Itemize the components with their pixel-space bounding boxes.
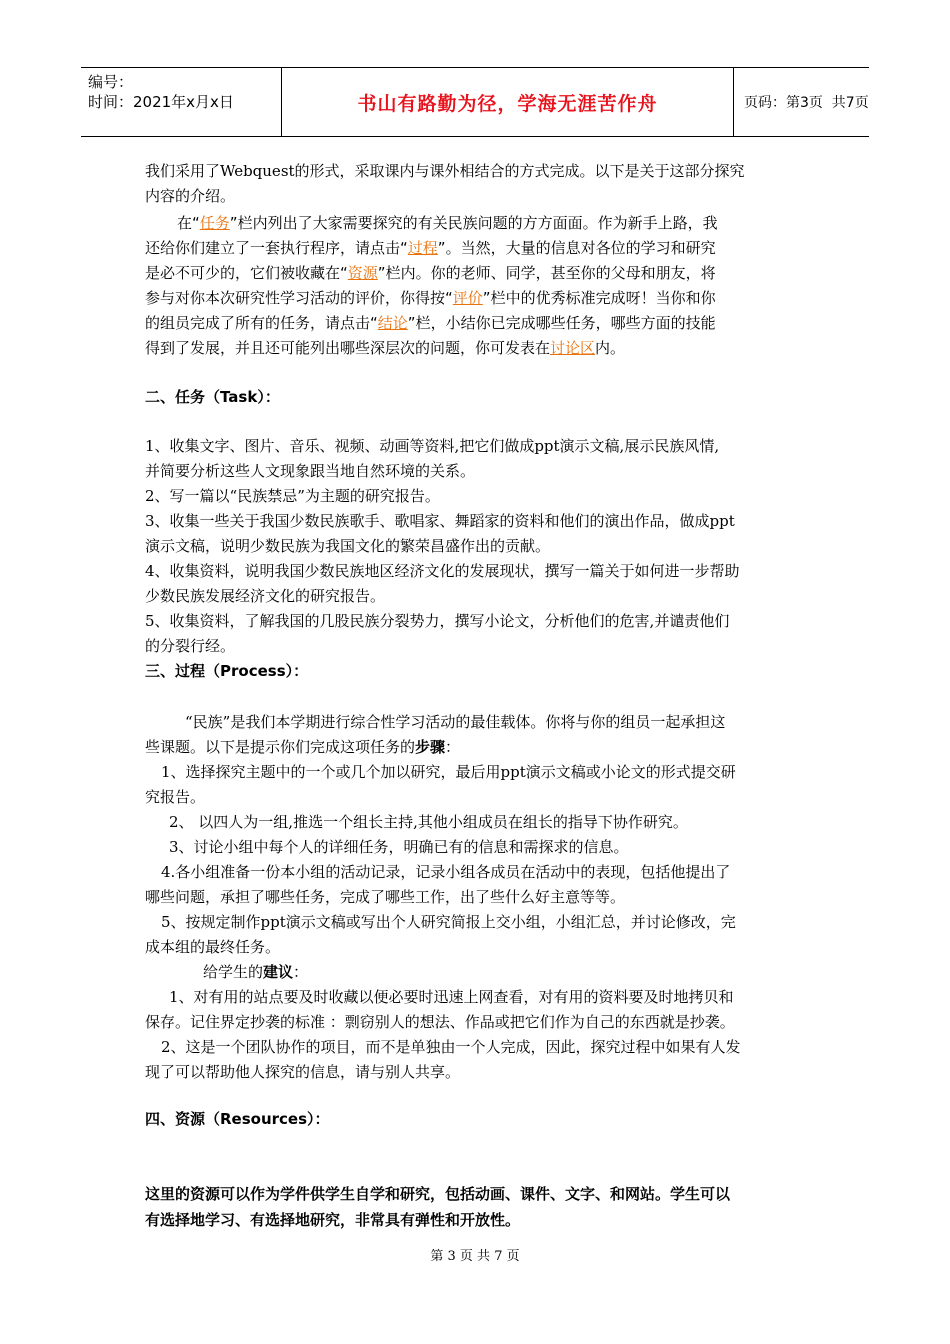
text-span: 给学生的	[203, 963, 264, 981]
process-line	[145, 736, 460, 757]
number-label: 编号：	[88, 73, 134, 91]
discussion-link[interactable]: 讨论区	[550, 339, 596, 357]
resources-line: 有选择地学习、有选择地研究，非常具有弹性和开放性。	[145, 1211, 521, 1229]
task-line: 4、收集资料，说明我国少数民族地区经济文化的发展现状，撰写一篇关于如何进一步帮助	[145, 562, 740, 580]
text-span: ”栏，小结你已完成哪些任务，哪些方面的技能	[407, 314, 716, 332]
intro-line	[145, 237, 716, 258]
intro-line	[145, 337, 625, 358]
text-span: ”栏内。你的老师、同学，甚至你的父母和朋友，将	[377, 264, 716, 282]
task-line: 2、写一篇以“民族禁忌”为主题的研究报告。	[145, 487, 440, 505]
header-meta	[81, 68, 282, 136]
process-line: 5、按规定制作ppt演示文稿或写出个人研究简报上交小组，小组汇总，并讨论修改，完	[161, 913, 736, 931]
text-span: ”栏中的优秀标准完成呀！当你和你	[482, 289, 716, 307]
advice-keyword: 建议	[263, 963, 294, 981]
text-span: 是必不可少的，它们被收藏在“	[145, 264, 348, 282]
time-label: 时间：2021年x月x日	[88, 93, 234, 111]
process-line: 1、对有用的站点要及时收藏以便必要时迅速上网查看，对有用的资料要及时地拷贝和	[169, 988, 734, 1006]
page-header	[81, 67, 869, 137]
process-line: 保存。记住界定抄袭的标准 ：剽窃别人的想法、作品或把它们作为自己的东西就是抄袭。	[145, 1013, 735, 1031]
task-heading: 二、任务（Task）：	[145, 388, 280, 406]
process-line: 成本组的最终任务。	[145, 938, 281, 956]
process-link[interactable]: 过程	[407, 239, 438, 257]
footer-page-number: 第 3 页 共 7 页	[430, 1249, 520, 1264]
process-line: 1、选择探究主题中的一个或几个加以研究，最后用ppt演示文稿或小论文的形式提交研	[161, 763, 736, 781]
intro-line	[145, 262, 716, 283]
intro-line	[145, 287, 716, 308]
text-span: ”栏内列出了大家需要探究的有关民族问题的方方面面。作为新手上路，我	[229, 214, 718, 232]
text-span: 些课题。以下是提示你们完成这项任务的	[145, 738, 416, 756]
resources-line: 这里的资源可以作为学件供学生自学和研究，包括动画、课件、文字、和网站。学生可以	[145, 1185, 731, 1203]
motto-text: 书山有路勤为径，学海无涯苦作舟	[357, 92, 658, 115]
process-line	[203, 961, 308, 982]
task-line: 并简要分析这些人文现象跟当地自然环境的关系。	[145, 462, 476, 480]
text-span: 还给你们建立了一套执行程序，请点击“	[145, 239, 408, 257]
process-line: 现了可以帮助他人探究的信息，请与别人共享。	[145, 1063, 461, 1081]
resources-link[interactable]: 资源	[347, 264, 378, 282]
process-line: 哪些问题，承担了哪些任务，完成了哪些工作，出了些什么好主意等等。	[145, 888, 626, 906]
text-span: ：	[445, 738, 461, 756]
process-line: 究报告。	[145, 788, 206, 806]
conclusion-link[interactable]: 结论	[377, 314, 408, 332]
page-info-text: 页码：第3页 共7页	[744, 95, 869, 111]
intro-line: 内容的介绍。	[145, 187, 236, 205]
text-span: ：	[293, 963, 309, 981]
process-line: 3、讨论小组中每个人的详细任务，明确已有的信息和需探求的信息。	[169, 838, 629, 856]
header-page-info	[734, 68, 869, 136]
process-line: 4.各小组准备一份本小组的活动记录，记录小组各成员在活动中的表现，包括他提出了	[161, 863, 731, 881]
task-line: 3、收集一些关于我国少数民族歌手、歌唱家、舞蹈家的资料和他们的演出作品，做成ppt	[145, 512, 735, 530]
intro-line	[177, 212, 718, 233]
steps-keyword: 步骤	[415, 738, 446, 756]
text-span: 内。	[595, 339, 626, 357]
task-line: 的分裂行经。	[145, 637, 236, 655]
text-span: 得到了发展，并且还可能列出哪些深层次的问题，你可发表在	[145, 339, 551, 357]
intro-line	[145, 312, 716, 333]
task-line: 少数民族发展经济文化的研究报告。	[145, 587, 386, 605]
intro-line: 我们采用了Webquest的形式，采取课内与课外相结合的方式完成。以下是关于这部分探究	[145, 162, 745, 180]
process-line: “民族”是我们本学期进行综合性学习活动的最佳载体。你将与你的组员一起承担这	[185, 713, 726, 731]
task-line: 演示文稿，说明少数民族为我国文化的繁荣昌盛作出的贡献。	[145, 537, 551, 555]
task-line: 1、收集文字、图片、音乐、视频、动画等资料,把它们做成ppt演示文稿,展示民族风情,	[145, 437, 720, 455]
text-span: 参与对你本次研究性学习活动的评价，你得按“	[145, 289, 453, 307]
task-link[interactable]: 任务	[199, 214, 230, 232]
text-span: ”。当然，大量的信息对各位的学习和研究	[437, 239, 716, 257]
resources-heading: 四、资源（Resources）：	[145, 1110, 330, 1128]
text-span: 在“	[177, 214, 200, 232]
header-motto	[282, 68, 734, 136]
task-line: 5、收集资料，了解我国的几股民族分裂势力，撰写小论文，分析他们的危害,并谴责他们	[145, 612, 730, 630]
process-heading: 三、过程（Process）：	[145, 662, 309, 680]
evaluation-link[interactable]: 评价	[452, 289, 483, 307]
text-span: 的组员完成了所有的任务，请点击“	[145, 314, 378, 332]
process-line: 2、这是一个团队协作的项目，而不是单独由一个人完成，因此，探究过程中如果有人发	[161, 1038, 741, 1056]
page-footer	[0, 1245, 950, 1264]
process-line: 2、 以四人为一组,推选一个组长主持,其他小组成员在组长的指导下协作研究。	[169, 813, 688, 831]
